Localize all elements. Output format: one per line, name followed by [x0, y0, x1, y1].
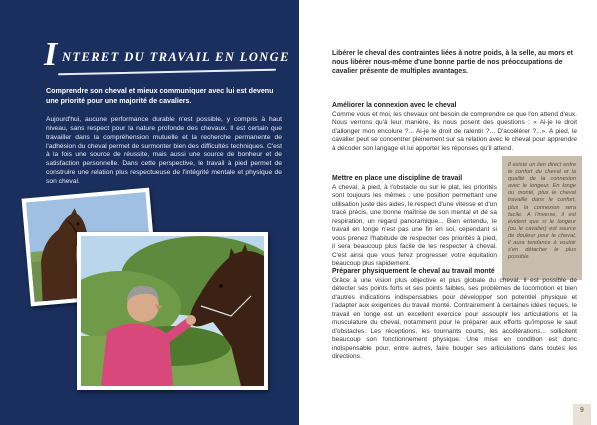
title-underline [58, 69, 276, 76]
quote-text: Il existe un lien direct entre le confort du cheval et la qualité de la connexion avec le longeur. En longe ou monté, plus le cheval travaille dans le confort, plus la connexion sera facile. A l'inverse, il est évident que si le longeur (ou le cavalier) est source de douleur pour le cheval, il aura tendance à vouloir s'en détacher le plus possible. [508, 162, 576, 261]
section-heading-connexion: Améliorer la connexion avec le cheval [332, 102, 457, 109]
right-page [299, 0, 597, 425]
quote-box [502, 156, 582, 280]
intro-paragraph: Libérer le cheval des contraintes liées à notre poids, à la selle, au mors et nous libérer nous-même d'une bonne partie de nos préoccupations de cavalier présente de multiples avantages. [332, 50, 573, 75]
title-initial: I [44, 36, 58, 73]
section-text-preparation: Grâce à une vision plus objective et plus globale du cheval, il est possible de détecter ses points forts et ses points faibles, ses problèmes de locomotion et bien d'autres indications indispensables pour développer son potentiel physique et l'adapter aux exigences du travail monté. Contrairement à certaines idées reçues, le travail en longe est un excellent exercice pour assouplir les articulations et la musculature du cheval, notamment pour le préparer aux efforts qu'impose le saut d'obstacles. Les réceptions, les tournants courts, les accélérations... sollicitent beaucoup son fonctionnement physique. Une mise en condition est donc indispensable pour, entre autres, faire bouger ses articulations dans toutes les directions. [332, 277, 577, 361]
section-heading-discipline: Mettre en place une discipline de travail [332, 175, 463, 182]
section-heading-preparation: Préparer physiquement le cheval au travail monté [332, 268, 495, 275]
lead-paragraph: Comprendre son cheval et mieux communiquer avec lui est devenu une priorité pour une majorité de cavaliers. [46, 87, 274, 105]
trainer-facing-horse-photo [77, 232, 268, 390]
section-text-connexion: Comme vous et moi, les chevaux ont besoin de comprendre ce que l'on attend d'eux. Nous verrons qu'à leur manière, ils nous posent des questions : « Ai-je le droit d'allonger mon encolure ?... Ai-je le droit de ralentir ?... D'accélérer ?...». A pied, le cavalier peut se concentrer pleinement sur sa relation avec le cheval pour apprendre à décoder son langage et lui apporter les réponses qu'il attend. [332, 111, 577, 152]
body-paragraph: Aujourd'hui, aucune performance durable n'est possible, y compris à haut niveau, sans respect pour la nature profonde des chevaux. Il est certain que travailler dans la compréhension mutuelle et la recherche permanente de l'adhésion du cheval permet de surmonter bien des difficultés techniques. C'est à la fois une source de réussite, mais aussi une source de bonheur et de satisfaction personnelle. Dans cette perspective, le travail à pied permet de construire une relation plus respectueuse de l'intégrité mentale et physique de son cheval. [46, 116, 282, 185]
page-number: 9 [573, 404, 591, 425]
section-text-discipline: A cheval, à pied, à l'obstacle ou sur le plat, les priorités sont toujours les mêmes : une position permettant une utilisation juste des aides, le respect d'une vitesse et d'un tracé précis, une bonne maîtrise de son mental et de sa respiration, un regard panoramique... Bien entendu, le travail en longe n'est pas une fin en soi, cependant si vous prenez l'habitude de respecter ces priorités à pied, il sera beaucoup plus facile de les respecter à cheval. C'est ainsi que vous ferez progresser votre équitation beaucoup plus rapidement. [332, 184, 497, 268]
title-text: NTERET DU TRAVAIL EN LONGE [62, 50, 290, 64]
page-title [44, 36, 290, 78]
